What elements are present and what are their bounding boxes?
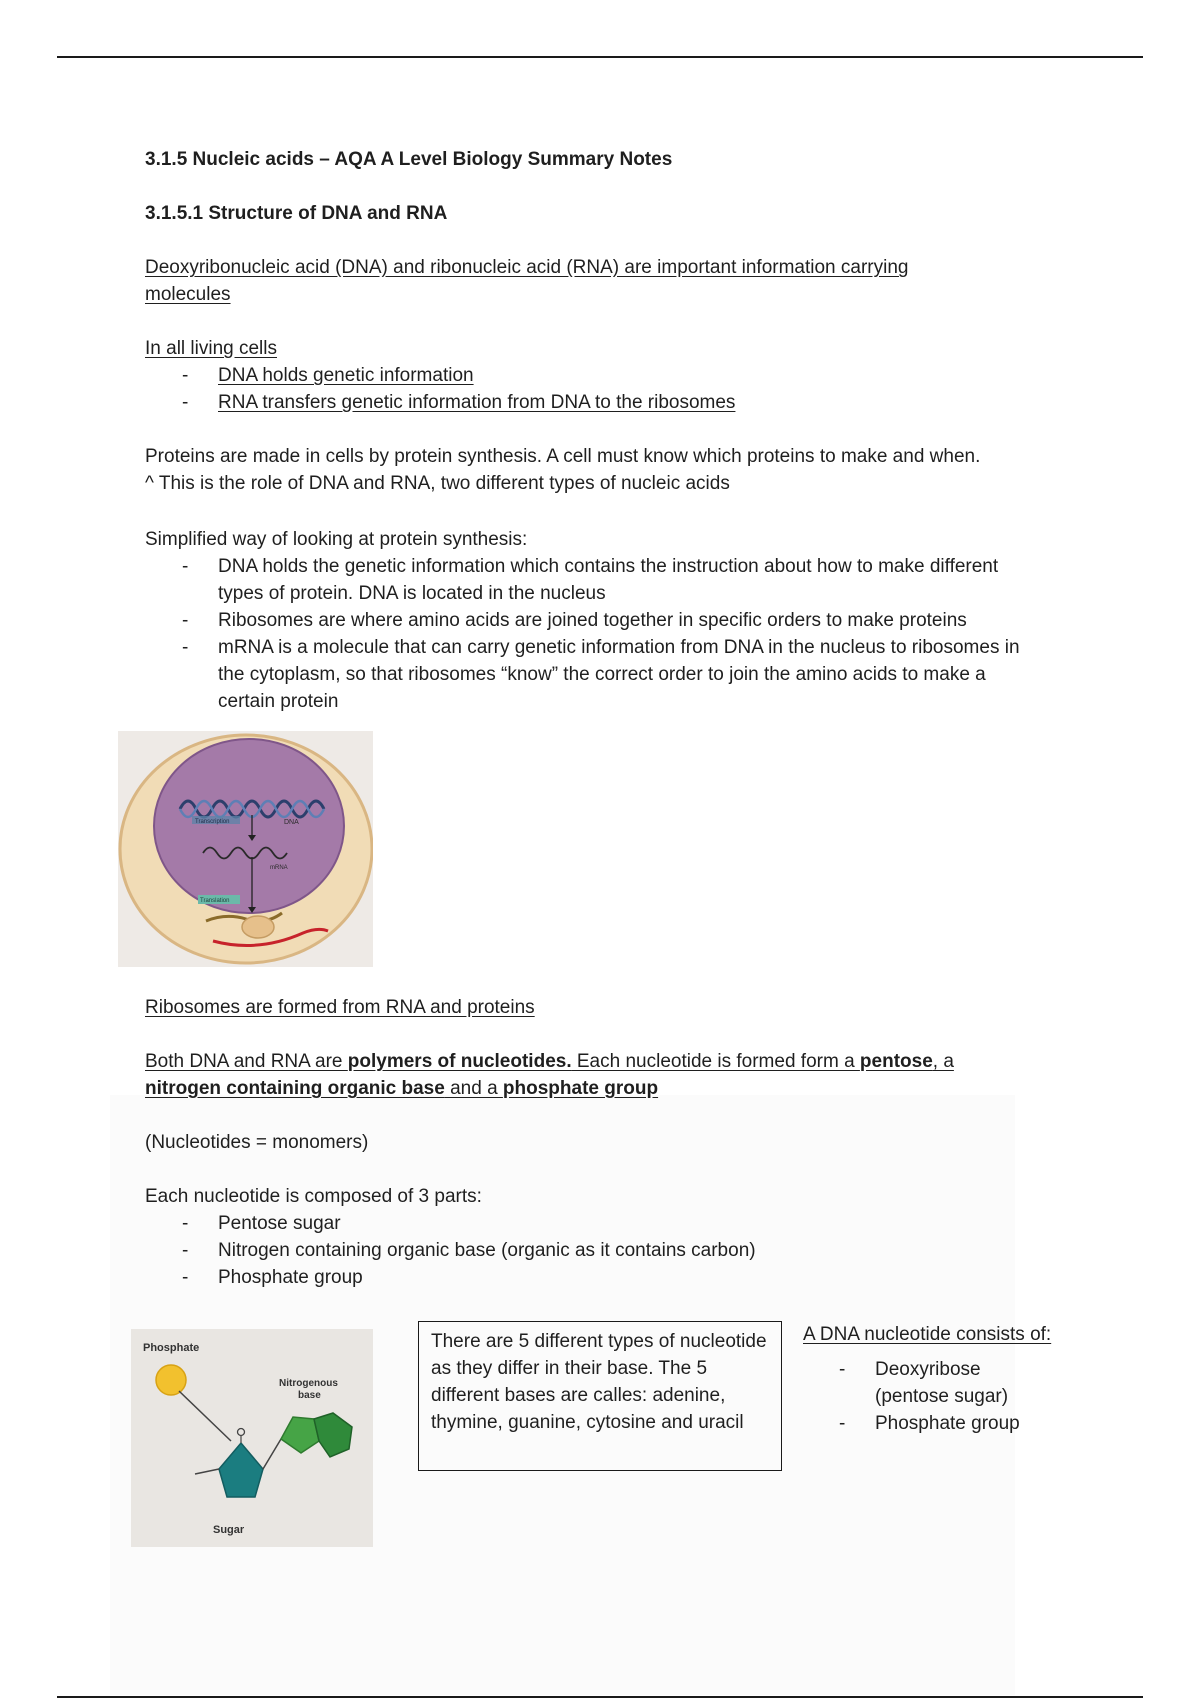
list-item: - Pentose sugar: [145, 1210, 1065, 1237]
section-heading: 3.1.5.1 Structure of DNA and RNA: [145, 203, 448, 224]
transcription-label: Transcription: [195, 819, 230, 825]
bottom-rule: [57, 1696, 1143, 1698]
mrna-label: mRNA: [270, 865, 288, 871]
proteins-line-2: ^ This is the role of DNA and RNA, two different types of nucleic acids: [145, 473, 730, 494]
list-item: - Phosphate group: [145, 1264, 1065, 1291]
phosphate-term: phosphate group: [502, 1078, 659, 1099]
dna-nucleotide-heading: A DNA nucleotide consists of:: [803, 1324, 1052, 1345]
cell-illustration: [118, 731, 373, 967]
list-item: - DNA holds genetic information: [145, 362, 1065, 389]
dna-nucleotide-list: [803, 1356, 1053, 1437]
list-item: - Nitrogen containing organic base (organic as it contains carbon): [145, 1237, 1065, 1264]
simplified-block: [145, 526, 1045, 715]
living-cells-block: [145, 335, 1065, 416]
intro-line-1: Deoxyribonucleic acid (DNA) and ribonucleic acid (RNA) are important information carrying: [145, 257, 909, 278]
list-item: - Deoxyribose (pentose sugar): [803, 1356, 1053, 1410]
nitrogenous-base-label: Nitrogenous: [279, 1378, 338, 1389]
nucleotide-figure: [131, 1329, 373, 1547]
dna-nucleotide-block: [803, 1321, 1053, 1437]
translation-label: Translation: [200, 898, 230, 904]
parts-list: [145, 1210, 1065, 1291]
parts-block: [145, 1183, 1065, 1291]
phosphate-label: Phosphate: [143, 1342, 200, 1354]
living-cells-heading: In all living cells: [145, 338, 277, 359]
list-item: - mRNA is a molecule that can carry genetic information from DNA in the nucleus to ribosomes in the cytoplasm, so that ribosomes “know” the correct order to join the amino acids to make a certain protein: [145, 634, 1045, 715]
list-item: - DNA holds the genetic information which contains the instruction about how to make different types of protein. DNA is located in the nucleus: [145, 553, 1045, 607]
list-item: - RNA transfers genetic information from DNA to the ribosomes: [145, 389, 1065, 416]
polymers-line-1: Both DNA and RNA are polymers of nucleotides. Each nucleotide is formed form a pentose, a: [145, 1051, 954, 1072]
base-label: base: [298, 1390, 321, 1401]
polymers-line-2: nitrogen containing organic base and a phosphate group: [145, 1078, 659, 1099]
top-rule: [57, 56, 1143, 58]
polymers-term: polymers of nucleotides.: [347, 1051, 572, 1072]
proteins-paragraph: [145, 443, 1065, 497]
proteins-line-1: Proteins are made in cells by protein synthesis. A cell must know which proteins to make and when.: [145, 446, 981, 467]
ribosomes-text: Ribosomes are formed from RNA and proteins: [145, 997, 535, 1018]
parts-heading: Each nucleotide is composed of 3 parts:: [145, 1186, 482, 1207]
dna-label: DNA: [284, 819, 299, 826]
intro-paragraph: [145, 254, 1065, 308]
nucleotide-illustration: [131, 1329, 373, 1547]
pentose-term: pentose: [859, 1051, 933, 1072]
simplified-heading: Simplified way of looking at protein synthesis:: [145, 529, 528, 550]
simplified-list: [145, 553, 1045, 715]
list-item: - Phosphate group: [803, 1410, 1053, 1437]
sugar-label: Sugar: [213, 1524, 245, 1536]
base-term: nitrogen containing organic base: [145, 1078, 445, 1099]
list-item: - Ribosomes are where amino acids are joined together in specific orders to make proteins: [145, 607, 1045, 634]
bases-info-box: There are 5 different types of nucleotide as they differ in their base. The 5 different bases are calles: adenine, thymine, guanine, cytosine and uracil: [418, 1321, 782, 1471]
polymers-paragraph: [145, 1048, 1065, 1102]
page-title: 3.1.5 Nucleic acids – AQA A Level Biology Summary Notes: [145, 149, 673, 170]
monomers-note: (Nucleotides = monomers): [145, 1132, 369, 1153]
ribosomes-line: [145, 994, 1065, 1021]
living-cells-list: [145, 362, 1065, 416]
protein-synthesis-figure: [118, 731, 373, 967]
intro-line-2: molecules: [145, 284, 231, 305]
